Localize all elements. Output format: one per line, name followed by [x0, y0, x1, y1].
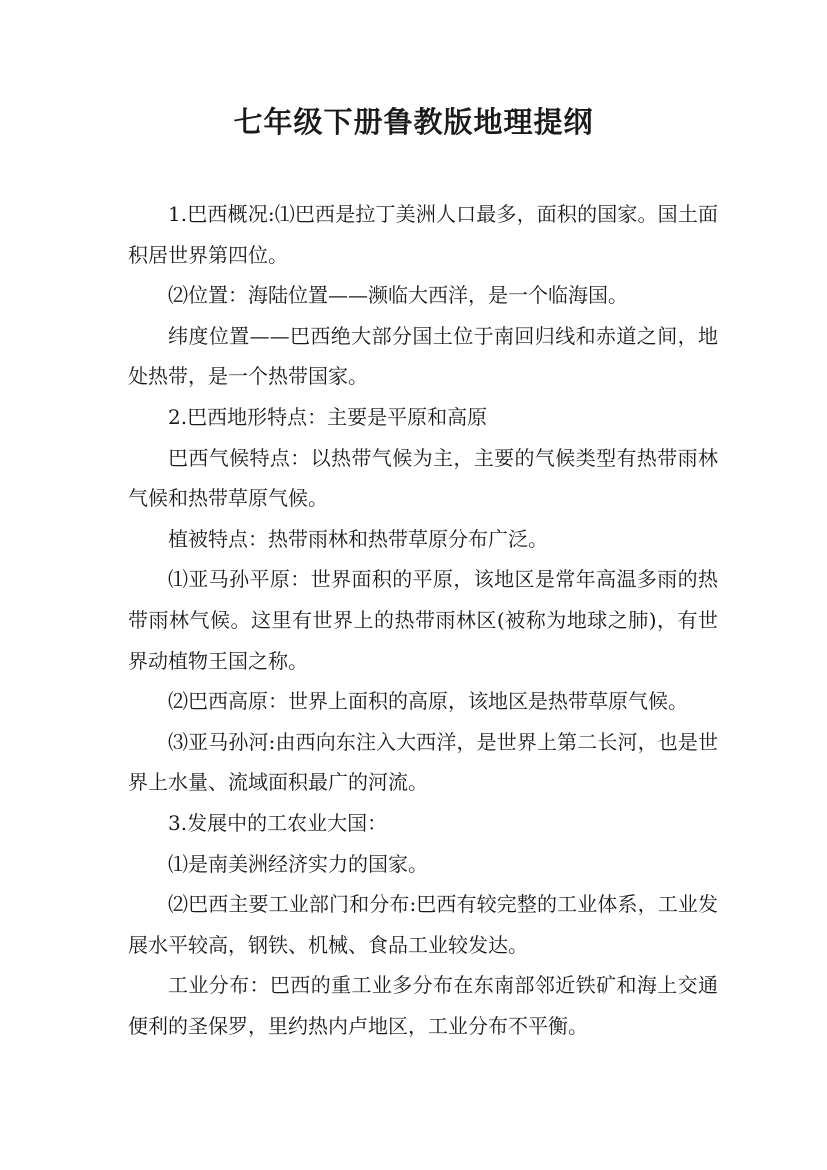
paragraph-terrain: 2.巴西地形特点：主要是平原和高原	[168, 404, 488, 429]
paragraph-sea-land-position: ⑵位置：海陆位置——濒临大西洋，是一个临海国。	[168, 283, 628, 308]
paragraph-development: 3.发展中的工农业大国：	[168, 810, 388, 835]
paragraph-vegetation: 植被特点：热带雨林和热带草原分布广泛。	[168, 526, 548, 551]
paragraph-industry-distribution: 工业分布：巴西的重工业多分布在东南部邻近铁矿和海上交通便利的圣保罗，里约热内卢地区，工业分布不平衡。	[128, 973, 718, 1038]
paragraph-brazilian-plateau: ⑵巴西高原：世界上面积的高原，该地区是热带草原气候。	[168, 689, 688, 714]
paragraph-amazon-plain: ⑴亚马孙平原：世界面积的平原，该地区是常年高温多雨的热带雨林气候。这里有世界上的热带雨林区(被称为地球之肺)，有世界动植物王国之称。	[128, 567, 718, 673]
paragraph-latitude-position: 纬度位置——巴西绝大部分国土位于南回归线和赤道之间，地处热带，是一个热带国家。	[128, 323, 718, 389]
paragraph-amazon-river: ⑶亚马孙河:由西向东注入大西洋，是世界上第二长河，也是世界上水量、流域面积最广的河流。	[128, 729, 718, 795]
paragraph-brazil-overview: 1.巴西概况:⑴巴西是拉丁美洲人口最多，面积的国家。国土面积居世界第四位。	[128, 202, 718, 267]
document-body	[128, 194, 718, 1046]
paragraph-economy: ⑴是南美洲经济实力的国家。	[168, 851, 428, 876]
document-title: 七年级下册鲁教版地理提纲	[233, 105, 594, 139]
paragraph-industry-sectors: ⑵巴西主要工业部门和分布:巴西有较完整的工业体系，工业发展水平较高，钢铁、机械、食品工业较发达。	[128, 892, 718, 957]
paragraph-climate: 巴西气候特点：以热带气候为主，主要的气候类型有热带雨林气候和热带草原气候。	[128, 445, 718, 511]
